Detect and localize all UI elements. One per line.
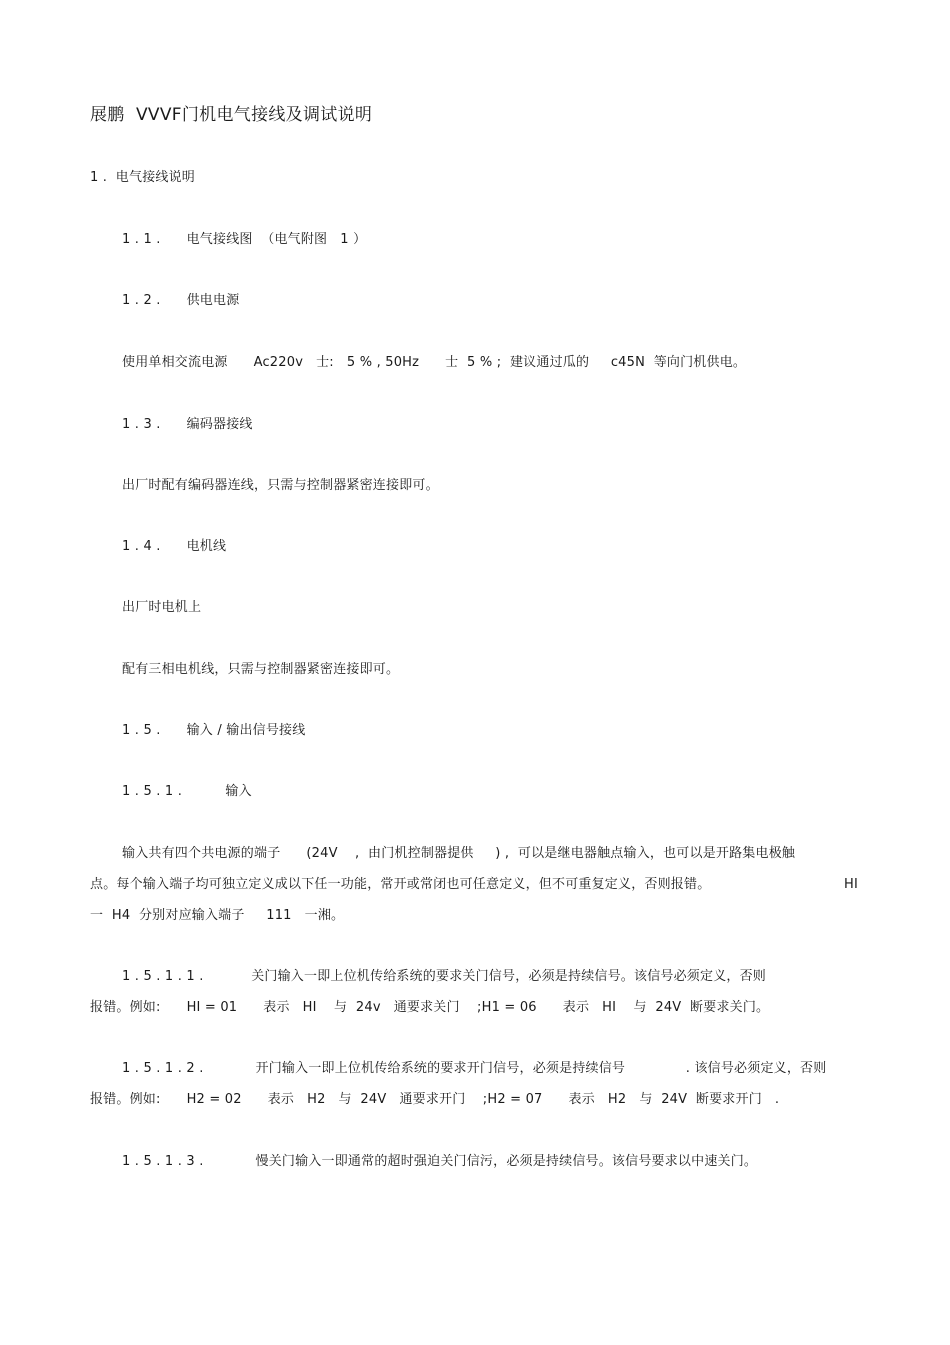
subsection-heading: 1 . 3 . 编码器接线 [122,417,253,432]
paragraph: HI [844,877,859,892]
subsection-heading: 1 . 5 . 1 . 输入 [122,784,252,799]
paragraph: 使用单相交流电源 Ac220v 士: 5 % , 50Hz 士 5 % ; 建议通过瓜的 c45N 等向门机供电。 [122,355,747,370]
paragraph: 一 H4 分别对应输入端子 111 一湘。 [90,908,345,923]
subsection-heading: 1 . 1 . 电气接线图 （电气附图 1 ） [122,232,367,247]
paragraph: 配有三相电机线，只需与控制器紧密连接即可。 [122,662,400,677]
paragraph: 报错。例如: H2 = 02 表示 H2 与 24V 通要求开门 ;H2 = 07 表示 H2 与 24V 断要求开门 . [90,1092,780,1107]
paragraph: 1 . 5 . 1 . 1 . 关门输入一即上位机传给系统的要求关门信号，必须是持续信号。该信号必须定义，否则 [122,969,766,984]
paragraph: 1 . 5 . 1 . 2 . 开门输入一即上位机传给系统的要求开门信号，必须是持续信号 . 该信号必须定义，否则 [122,1061,827,1076]
paragraph: 点。每个输入端子均可独立定义成以下任一功能，常开或常闭也可任意定义，但不可重复定义，否则报错。 [90,877,711,892]
paragraph: 报错。例如: HI = 01 表示 HI 与 24v 通要求关门 ;H1 = 06 表示 HI 与 24V 断要求关门。 [90,1000,770,1015]
subsection-heading: 1 . 5 . 输入 / 输出信号接线 [122,723,306,738]
paragraph: 输入共有四个共电源的端子 (24V , 由门机控制器提供 ) , 可以是继电器触点输入，也可以是开路集电极触 [122,846,796,861]
subsection-heading: 1 . 4 . 电机线 [122,539,227,554]
paragraph: 1 . 5 . 1 . 3 . 慢关门输入一即通常的超时强迫关门信污，必须是持续信号。该信号要求以中速关门。 [122,1154,758,1169]
document-title: 展鹏 VVVF门机电气接线及调试说明 [90,105,373,125]
paragraph: 出厂时配有编码器连线，只需与控制器紧密连接即可。 [122,478,439,493]
paragraph: 出厂时电机上 [122,600,202,615]
subsection-heading: 1 . 2 . 供电电源 [122,293,240,308]
section-heading: 1 . 电气接线说明 [90,170,196,185]
